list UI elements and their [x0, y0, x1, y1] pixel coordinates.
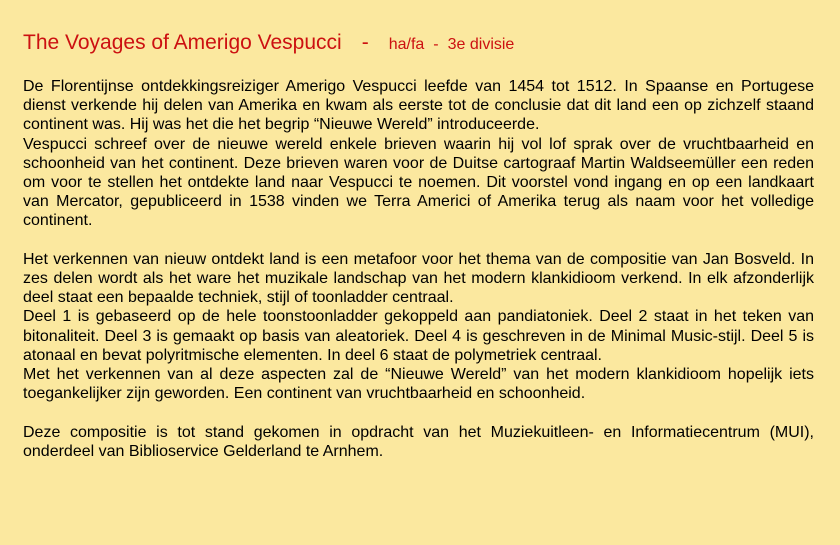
title-separator: - [361, 31, 369, 54]
paragraph-intro: De Florentijnse ontdekkingsreiziger Amerigo Vespucci leefde van 1454 tot 1512. In Spaanse en Portugese dienst verkende hij delen van Amerika en kwam als eerste tot de conclusie dat dit land een op zichzelf staand continent was. Hij was het die het begrip “Nieuwe Wereld” introduceerde. [23, 78, 814, 134]
paragraph-theme: Het verkennen van nieuw ontdekt land is een metafoor voor het thema van de compositie van Jan Bosveld. In zes delen wordt als het ware het muzikale landschap van het modern klankidioom verkend. In elk afzonderlijk deel staat een bepaalde techniek, stijl of toonladder centraal. [23, 250, 814, 307]
paragraph-letters: Vespucci schreef over de nieuwe wereld enkele brieven waarin hij vol lof sprak over de vruchtbaarheid en schoonheid van het continent. Deze brieven waren voor de Duitse cartograaf Martin Waldseemüller een reden om voor te stellen het ontdekte land naar Vespucci te noemen. Dit voorstel vond ingang en op een landkaart van Mercator, gepubliceerd in 1538 vinden we Terra Americi of Amerika terug als naam voor het volledige continent. [23, 135, 814, 230]
division-label: 3e divisie [447, 36, 515, 53]
paragraph-movements: Deel 1 is gebaseerd op de hele toonstoonladder gekoppeld aan pandiatoniek. Deel 2 staat in het teken van bitonaliteit. Deel 3 is gemaakt op basis van aleatoriek. Deel 4 is geschreven in de Minimal Music-stijl. Deel 5 is atonaal en bevat polyritmische elementen. In deel 6 staat de polymetriek centraal. [23, 308, 814, 364]
paragraph-commission: Deze compositie is tot stand gekomen in opdracht van het Muziekuitleen- en Informatiecentrum (MUI), onderdeel van Biblioservice Gelderland te Arnhem. [23, 423, 814, 460]
subtitle-separator: - [433, 36, 439, 53]
instrumentation-label: ha/fa [388, 36, 425, 53]
page-title: The Voyages of Amerigo Vespucci [23, 31, 342, 54]
paragraph-gap [23, 231, 814, 250]
title-line [23, 30, 814, 58]
paragraph-conclusion: Met het verkennen van al deze aspecten zal de “Nieuwe Wereld” van het modern klankidioom hopelijk iets toegankelijker zijn geworden. Een continent van vruchtbaarheid en schoonheid. [23, 366, 814, 403]
paragraph-gap [23, 403, 814, 422]
